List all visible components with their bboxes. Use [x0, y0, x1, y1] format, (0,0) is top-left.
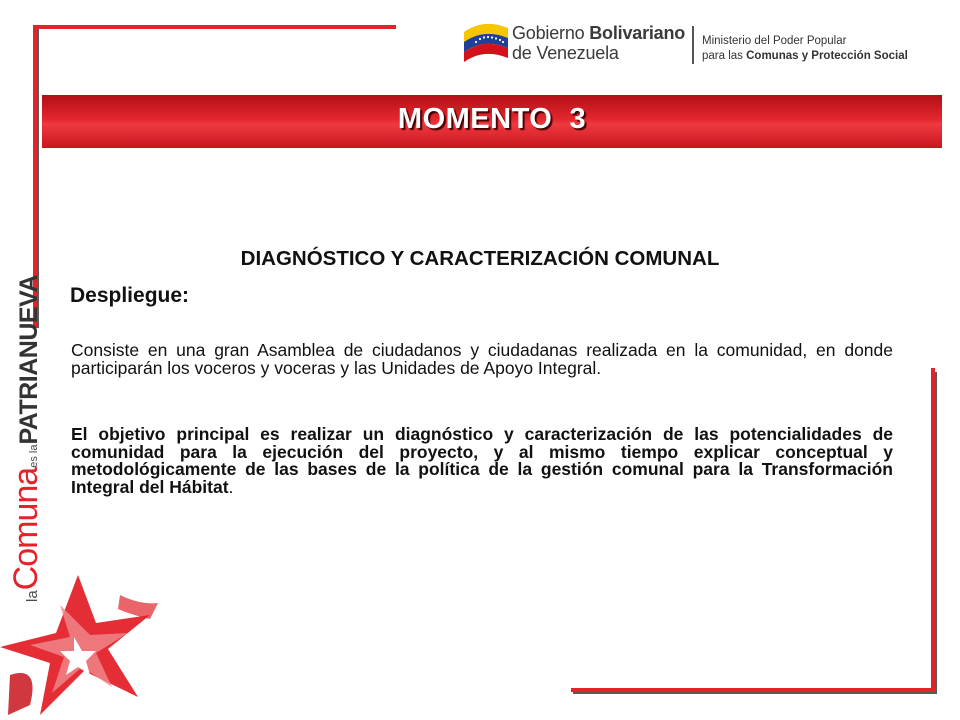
- frame-bottom-shadow: [573, 692, 937, 694]
- slogan-patria-nueva: PATRIANUEVA: [15, 275, 43, 445]
- slogan-comuna: Comuna: [7, 467, 45, 591]
- government-name-line2: de Venezuela: [512, 43, 619, 63]
- paragraph-objective-period: .: [228, 476, 234, 497]
- paragraph-description: Consiste en una gran Asamblea de ciudadanos y ciudadanas realizada en la comunidad, en donde participarán los voceros y voceras y las Unidades de Apoyo Integral.: [71, 340, 893, 378]
- venezuela-flag-icon: [462, 18, 512, 68]
- government-name-line1: Gobierno Bolivariano: [512, 23, 686, 43]
- ministry-name-line2: para las Comunas y Protección Social: [702, 50, 908, 62]
- frame-right-shadow: [935, 372, 937, 694]
- ministry-name-line1: Ministerio del Poder Popular: [702, 35, 847, 47]
- government-logo: [462, 18, 932, 68]
- vertical-slogan: [8, 275, 44, 602]
- logo-divider: [692, 26, 694, 64]
- red-star-decoration: [0, 575, 170, 720]
- slogan-es-la: es la: [28, 444, 40, 468]
- slogan-la: la: [24, 590, 41, 602]
- title-banner: [42, 95, 942, 148]
- paragraph-objective: [71, 426, 893, 496]
- paragraph-objective-text: El objetivo principal es realizar un diagnóstico y caracterización de las potencialidades de comunidad para la ejecución del proyecto, y al mismo tiempo explicar conceptual y metodológicamente de las bases de la política de la gestión comunal para la Transformación Integral del Hábitat: [71, 424, 893, 497]
- deploy-label: Despliegue:: [70, 284, 190, 307]
- banner-title: MOMENTO 3: [397, 103, 587, 135]
- frame-top-line: [33, 25, 396, 29]
- section-subtitle: DIAGNÓSTICO Y CARACTERIZACIÓN COMUNAL: [240, 247, 720, 270]
